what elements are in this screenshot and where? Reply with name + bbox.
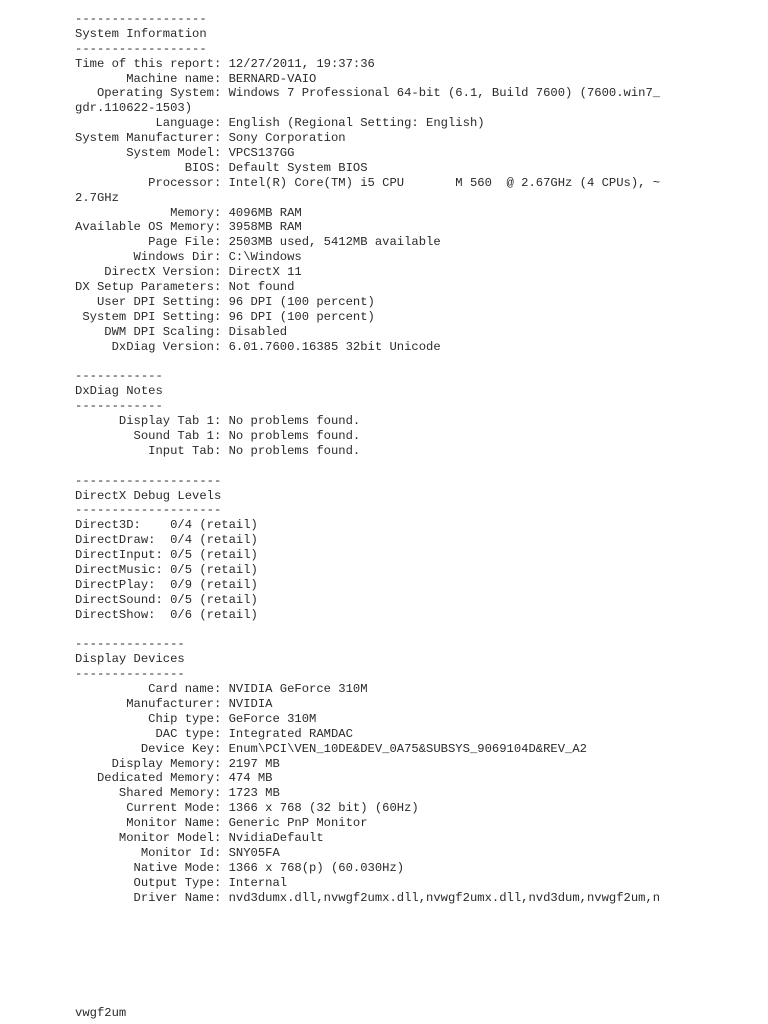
report-line: Card name: NVIDIA GeForce 310M [75,682,368,697]
report-line: Display Devices [75,652,185,667]
report-line: Shared Memory: 1723 MB [75,786,280,801]
report-line: DirectShow: 0/6 (retail) [75,607,258,622]
report-line: Available OS Memory: 3958MB RAM [75,220,302,235]
report-line: Monitor Name: Generic PnP Monitor [75,816,368,831]
report-line: DirectSound: 0/5 (retail) [75,592,258,607]
report-line: Driver Name: nvd3dumx.dll,nvwgf2umx.dll,nvwgf2umx.dll,nvd3dum,nvwgf2um,n [75,890,661,905]
report-line: Display Memory: 2197 MB [75,756,280,771]
report-line: ------------------ [75,12,207,26]
report-line: Device Key: Enum\PCI\VEN_10DE&DEV_0A75&SUBSYS_9069104D&REV_A2 [75,741,587,756]
report-line: DxDiag Version: 6.01.7600.16385 32bit Unicode [75,339,441,354]
report-line: Current Mode: 1366 x 768 (32 bit) (60Hz) [75,801,419,816]
report-line: Windows Dir: C:\Windows [75,250,302,265]
report-line: ------------ [75,399,163,414]
report-line: Monitor Model: NvidiaDefault [75,830,324,845]
report-line: Operating System: Windows 7 Professional 64-bit (6.1, Build 7600) (7600.win7_ [75,86,661,101]
report-line: Dedicated Memory: 474 MB [75,771,273,786]
report-line: Memory: 4096MB RAM [75,205,302,220]
report-line: Display Tab 1: No problems found. [75,414,361,429]
report-line: Time of this report: 12/27/2011, 19:37:36 [75,56,375,71]
report-line: Chip type: GeForce 310M [75,711,317,726]
report-line: DX Setup Parameters: Not found [75,280,295,295]
blank-line [75,623,755,638]
report-line: System Manufacturer: Sony Corporation [75,131,346,146]
report-line: ------------------ [75,41,207,56]
report-line: User DPI Setting: 96 DPI (100 percent) [75,294,375,309]
blank-line [75,459,755,474]
report-line: Input Tab: No problems found. [75,443,361,458]
report-line: Native Mode: 1366 x 768(p) (60.030Hz) [75,860,405,875]
report-line: DxDiag Notes [75,384,163,399]
report-line: 2.7GHz [75,190,119,205]
report-line: Machine name: BERNARD-VAIO [75,71,317,86]
report-line: DirectInput: 0/5 (retail) [75,548,258,563]
report-line: DirectPlay: 0/9 (retail) [75,577,258,592]
report-line: System Model: VPCS137GG [75,146,295,161]
driver-name-continuation: vwgf2um [75,1006,127,1020]
report-line: ------------ [75,369,163,384]
report-line: DirectX Version: DirectX 11 [75,265,302,280]
report-line: -------------------- [75,503,222,518]
report-document [75,12,755,905]
report-line: DAC type: Integrated RAMDAC [75,726,353,741]
report-line: Processor: Intel(R) Core(TM) i5 CPU M 560 @ 2.67GHz (4 CPUs), ~ [75,175,661,190]
report-line: DirectX Debug Levels [75,488,222,503]
report-line: Monitor Id: SNY05FA [75,845,280,860]
report-line: -------------------- [75,473,222,488]
report-line: BIOS: Default System BIOS [75,160,368,175]
blank-line [75,354,755,369]
report-line: DirectDraw: 0/4 (retail) [75,533,258,548]
report-line: Language: English (Regional Setting: English) [75,116,485,131]
report-line: DirectMusic: 0/5 (retail) [75,562,258,577]
report-line: DWM DPI Scaling: Disabled [75,324,288,339]
report-line: --------------- [75,667,185,682]
report-line: System Information [75,26,207,41]
report-line: gdr.110622-1503) [75,101,193,116]
report-line: Page File: 2503MB used, 5412MB available [75,235,441,250]
report-line: --------------- [75,637,185,652]
report-line: Manufacturer: NVIDIA [75,696,273,711]
report-line: System DPI Setting: 96 DPI (100 percent) [75,309,375,324]
report-line: Direct3D: 0/4 (retail) [75,518,258,533]
report-line: Sound Tab 1: No problems found. [75,428,361,443]
report-line: Output Type: Internal [75,875,288,890]
